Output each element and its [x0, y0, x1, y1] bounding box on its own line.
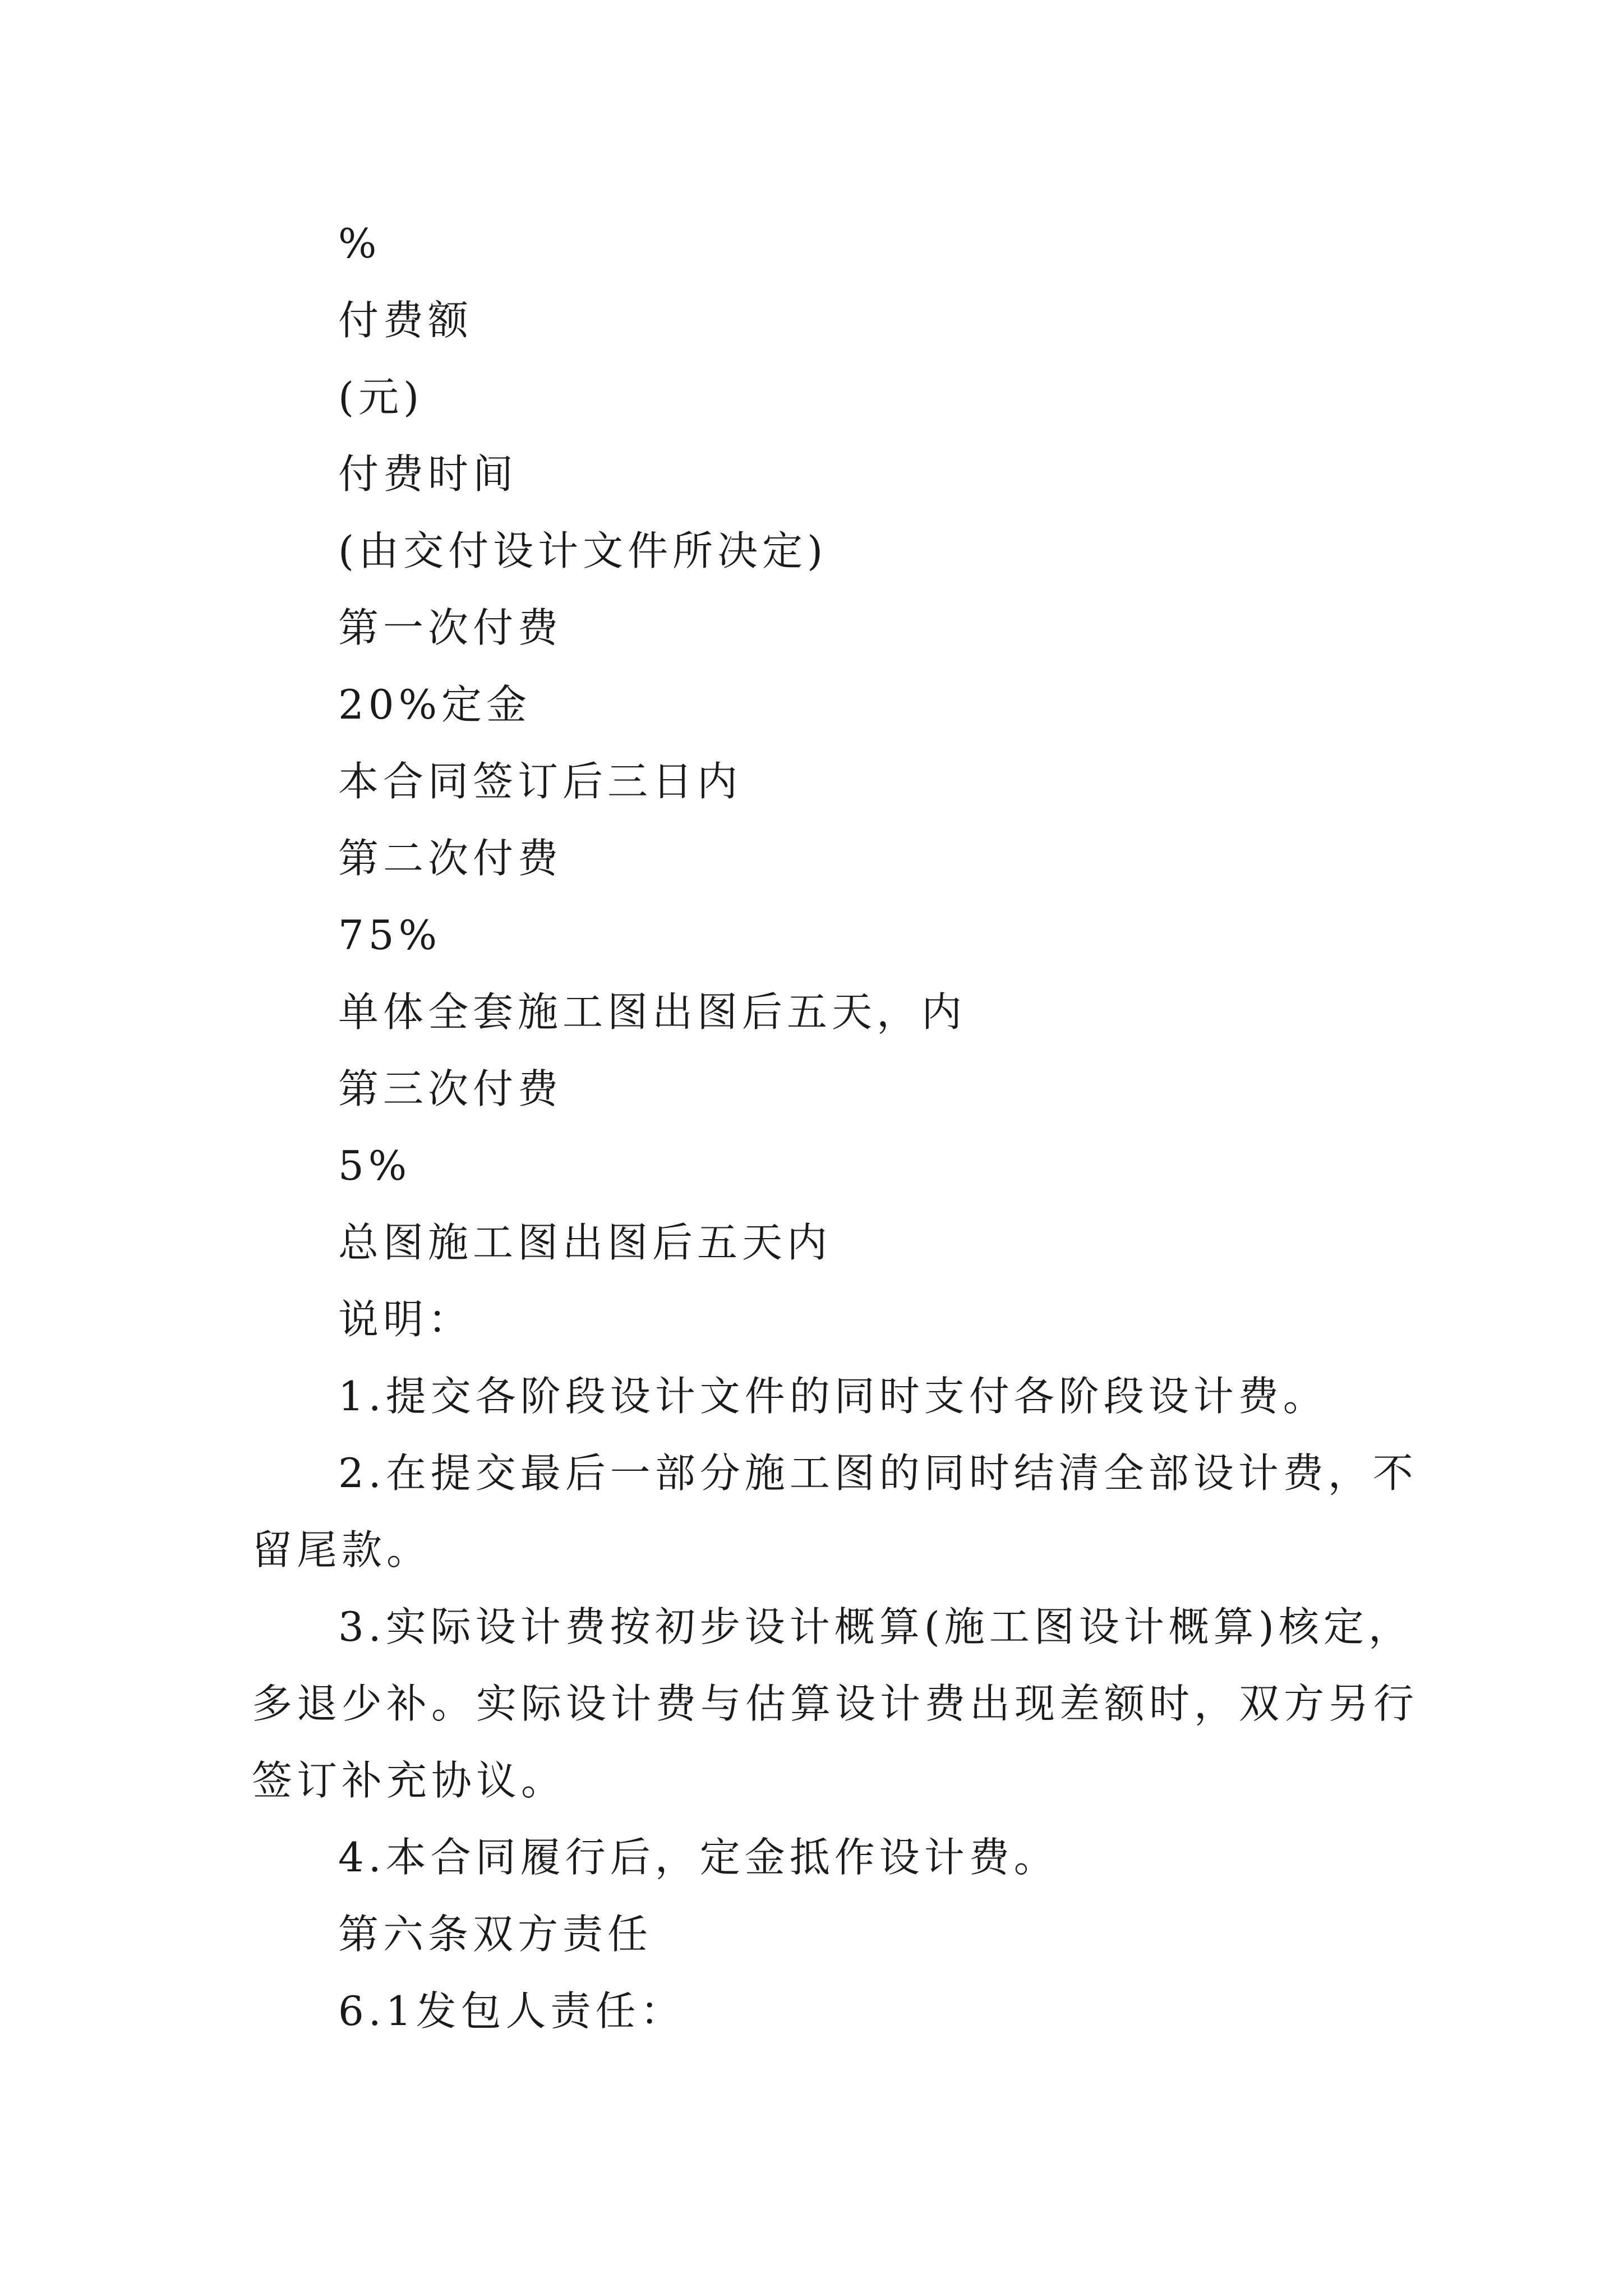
- text-line: 3.实际设计费按初步设计概算(施工图设计概算)核定，: [338, 1603, 1413, 1650]
- text-line: 2.在提交最后一部分施工图的同时结清全部设计费，不: [338, 1450, 1418, 1497]
- text-line: %: [338, 220, 381, 267]
- text-line: (元): [338, 374, 424, 421]
- text-line: 第六条双方责任: [338, 1911, 653, 1958]
- text-line: 第三次付费: [338, 1065, 563, 1112]
- text-line: 5%: [338, 1142, 412, 1189]
- text-line: 75%: [338, 912, 442, 959]
- text-line: 4.本合同履行后，定金抵作设计费。: [338, 1834, 1059, 1881]
- text-line: 6.1发包人责任：: [338, 1987, 685, 2035]
- text-line: 第二次付费: [338, 835, 563, 882]
- text-line: 单体全套施工图出图后五天，内: [338, 988, 967, 1036]
- text-line: 留尾款。: [252, 1526, 432, 1573]
- text-line: 本合同签订后三日内: [338, 758, 743, 805]
- text-line: 多退少补。实际设计费与估算设计费出现差额时，双方另行: [252, 1680, 1419, 1727]
- text-line: 签订补充协议。: [252, 1757, 566, 1804]
- text-line: 第一次付费: [338, 604, 563, 651]
- text-line: 总图施工图出图后五天内: [338, 1219, 832, 1266]
- text-line: 20%定金: [338, 681, 532, 728]
- text-line: (由交付设计文件所决定): [338, 527, 828, 574]
- text-line: 说明：: [338, 1296, 473, 1343]
- text-line: 付费额: [338, 297, 473, 344]
- text-line: 付费时间: [338, 450, 518, 498]
- text-line: 1.提交各阶段设计文件的同时支付各阶段设计费。: [338, 1373, 1328, 1420]
